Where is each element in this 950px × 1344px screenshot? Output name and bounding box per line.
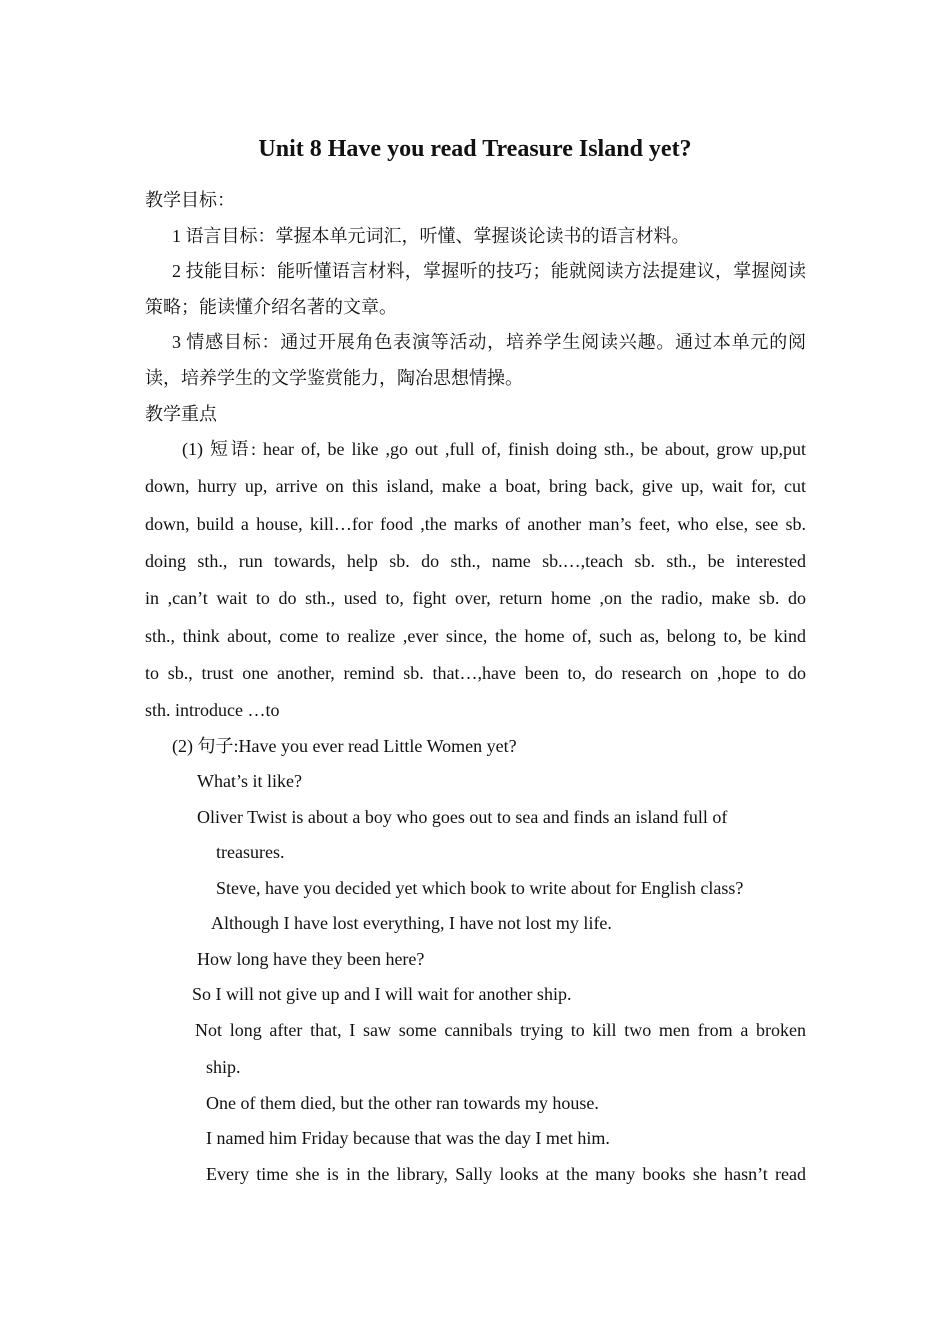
phrases-line: in ,can’t wait to do sth., used to, fight over, return home ,on the radio, make sb. do — [145, 588, 806, 608]
sentence-line: One of them died, but the other ran towards my house. — [206, 1093, 599, 1113]
sentence-line: Although I have lost everything, I have not lost my life. — [211, 913, 612, 933]
sentence-line: Every time she is in the library, Sally looks at the many books she hasn’t read — [206, 1164, 806, 1184]
sentence-line: How long have they been here? — [197, 949, 425, 969]
key-points-heading: 教学重点 — [145, 404, 217, 424]
phrases-line: down, hurry up, arrive on this island, make a boat, bring back, give up, wait for, cut — [145, 476, 806, 496]
sentences-heading: (2) 句子:Have you ever read Little Women yet? — [172, 736, 517, 756]
phrases-line: sth. introduce …to — [145, 700, 280, 720]
sentence-line: ship. — [206, 1057, 241, 1077]
objective-2-line-1: 2 技能目标：能听懂语言材料，掌握听的技巧；能就阅读方法提建议，掌握阅读 — [172, 261, 806, 281]
sentence-line: I named him Friday because that was the day I met him. — [206, 1128, 610, 1148]
objective-3-line-2: 读，培养学生的文学鉴赏能力，陶冶思想情操。 — [145, 368, 523, 388]
phrases-line: down, build a house, kill…for food ,the marks of another man’s feet, who else, see sb. — [145, 514, 806, 534]
phrases-line: sth., think about, come to realize ,ever since, the home of, such as, belong to, be kind — [145, 626, 806, 646]
objective-3-line-1: 3 情感目标：通过开展角色表演等活动，培养学生阅读兴趣。通过本单元的阅 — [172, 332, 806, 352]
phrases-line: (1) 短语: hear of, be like ,go out ,full of, finish doing sth., be about, grow up,put — [182, 439, 806, 459]
sentence-line: So I will not give up and I will wait for another ship. — [192, 984, 572, 1004]
objective-2-line-2: 策略；能读懂介绍名著的文章。 — [145, 297, 397, 317]
sentence-line: treasures. — [216, 842, 285, 862]
objective-1: 1 语言目标：掌握本单元词汇，听懂、掌握谈论读书的语言材料。 — [172, 226, 690, 246]
sentence-line: Steve, have you decided yet which book to write about for English class? — [216, 878, 744, 898]
objectives-heading: 教学目标： — [145, 190, 235, 210]
phrases-line: to sb., trust one another, remind sb. that…,have been to, do research on ,hope to do — [145, 663, 806, 683]
sentence-line: Not long after that, I saw some cannibals trying to kill two men from a broken — [195, 1020, 806, 1040]
phrases-line: doing sth., run towards, help sb. do sth., name sb.…,teach sb. sth., be interested — [145, 551, 806, 571]
sentence-line: Oliver Twist is about a boy who goes out to sea and finds an island full of — [197, 807, 728, 827]
document-title: Unit 8 Have you read Treasure Island yet? — [258, 136, 692, 162]
sentence-line: What’s it like? — [197, 771, 302, 791]
